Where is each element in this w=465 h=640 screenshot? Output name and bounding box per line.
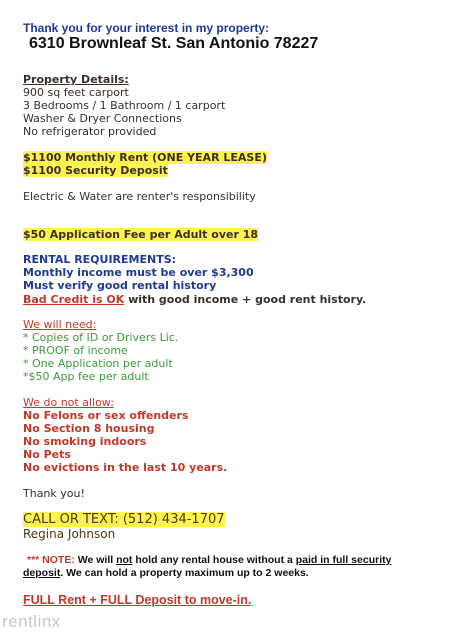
need-item: * PROOF of income bbox=[23, 344, 128, 357]
history-requirement: Must verify good rental history bbox=[23, 279, 217, 292]
not-allow-item: No smoking indoors bbox=[23, 435, 147, 448]
property-address: 6310 Brownleaf St. San Antonio 78227 bbox=[29, 35, 319, 52]
not-allow-item: No Section 8 housing bbox=[23, 422, 155, 435]
need-item: *$50 App fee per adult bbox=[23, 370, 149, 383]
utilities-note: Electric & Water are renter's responsibility bbox=[23, 190, 256, 203]
property-details-heading: Property Details: bbox=[23, 73, 129, 86]
note-line-1: *** NOTE: We will not hold any rental house without a paid in full security bbox=[27, 554, 392, 566]
bad-credit-rest: with good income + good rent history. bbox=[124, 293, 367, 306]
detail-line: No refrigerator provided bbox=[23, 125, 157, 138]
contact-name: Regina Johnson bbox=[23, 527, 116, 541]
full-rent-deposit-line: FULL Rent + FULL Deposit to move-in. bbox=[23, 593, 252, 607]
thank-you-closing: Thank you! bbox=[23, 487, 85, 500]
income-requirement: Monthly income must be over $3,300 bbox=[23, 266, 254, 279]
we-do-not-allow-heading: We do not allow: bbox=[23, 396, 114, 409]
bad-credit-line bbox=[23, 293, 366, 306]
need-item: * Copies of ID or Drivers Lic. bbox=[23, 331, 179, 344]
note-deposit: deposit bbox=[23, 567, 61, 579]
monthly-rent: $1100 Monthly Rent (ONE YEAR LEASE) bbox=[23, 151, 267, 164]
thank-you-line: Thank you for your interest in my property: bbox=[23, 21, 270, 35]
call-or-text: CALL OR TEXT: (512) 434-1707 bbox=[23, 512, 225, 527]
security-deposit: $1100 Security Deposit bbox=[23, 164, 168, 177]
rental-requirements-heading: RENTAL REQUIREMENTS: bbox=[23, 253, 177, 266]
rentlinx-watermark: rentlinx bbox=[2, 612, 61, 631]
not-allow-item: No evictions in the last 10 years. bbox=[23, 461, 228, 474]
not-allow-item: No Pets bbox=[23, 448, 71, 461]
detail-line: 3 Bedrooms / 1 Bathroom / 1 carport bbox=[23, 99, 226, 112]
note-not: not bbox=[116, 554, 133, 566]
detail-line: 900 sq feet carport bbox=[23, 86, 129, 99]
we-will-need-heading: We will need: bbox=[23, 318, 97, 331]
note-paid-in-full: paid in full security bbox=[295, 554, 392, 566]
note-label: *** NOTE: bbox=[27, 554, 75, 566]
note-line-2: deposit. We can hold a property maximum up to 2 weeks. bbox=[23, 567, 309, 579]
detail-line: Washer & Dryer Connections bbox=[23, 112, 182, 125]
need-item: * One Application per adult bbox=[23, 357, 173, 370]
application-fee: $50 Application Fee per Adult over 18 bbox=[23, 228, 259, 241]
not-allow-item: No Felons or sex offenders bbox=[23, 409, 189, 422]
bad-credit-ok: Bad Credit is OK bbox=[23, 293, 125, 306]
